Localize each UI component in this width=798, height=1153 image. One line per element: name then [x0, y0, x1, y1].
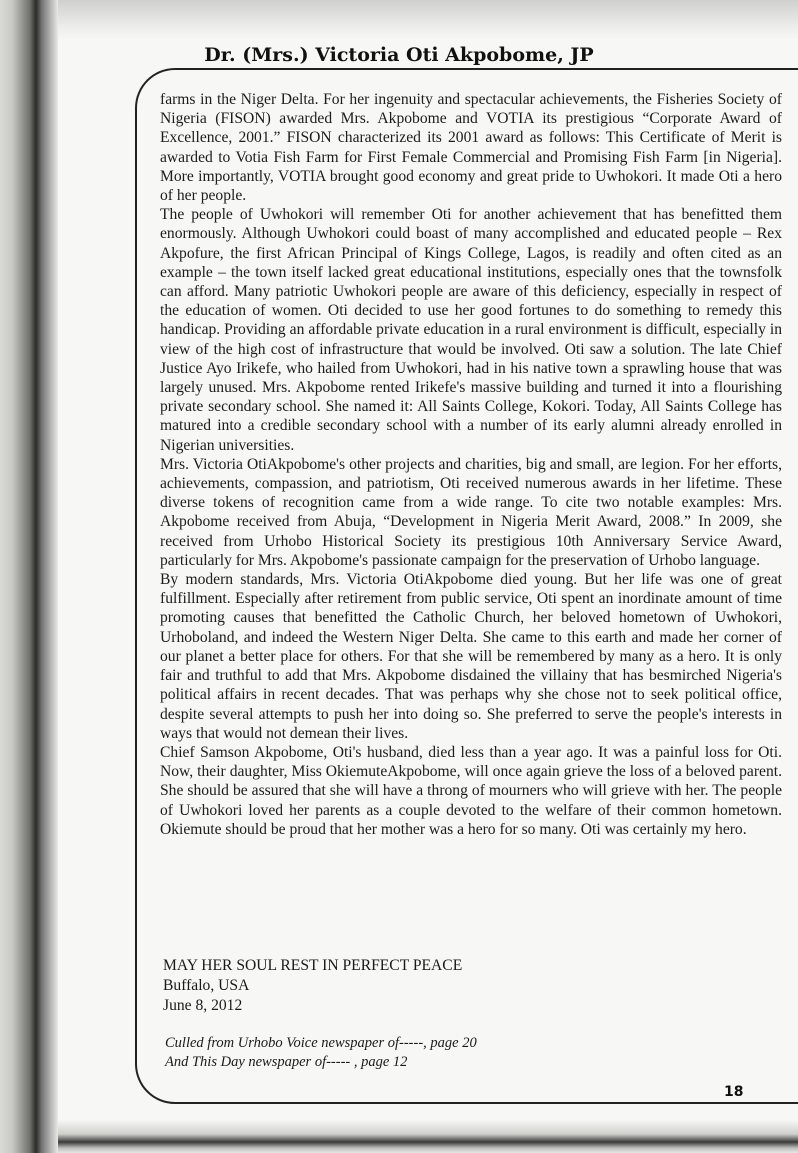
paragraph: farms in the Niger Delta. For her ingenuity and spectacular achievements, the Fisheries Society of Nigeria (FISON) awarded Mrs. Akpobome and VOTIA its prestigious “Corporate Award of Excellence, 2001.” FISON characterized its 2001 award as follows: This Certificate of Merit is awarded to Votia Fish Farm for First Female Commercial and Promising Fish Farm [in Nigeria]. More importantly, VOTIA brought good economy and great pride to Uwhokori. It made Oti a hero of her people. [160, 91, 782, 205]
paragraph: Mrs. Victoria OtiAkpobome's other projects and charities, big and small, are legion. For her efforts, achievements, compassion, and patriotism, Oti received numerous awards in her lifetime. These diverse tokens of recognition came from a wide range. To cite two notable examples: Mrs. Akpobome received from Abuja, “Development in Nigeria Merit Award, 2008.” In 2009, she received from Urhobo Historical Society its prestigious 10th Anniversary Service Award, particularly for Mrs. Akpobome's passionate campaign for the preservation of Urhobo language. [160, 455, 782, 569]
bottom-scan-edge [58, 1120, 798, 1153]
closing-line: MAY HER SOUL REST IN PERFECT PEACE [163, 957, 463, 974]
article-body [160, 90, 782, 839]
book-binding-shadow [0, 0, 58, 1153]
source-line: And This Day newspaper of----- , page 12 [165, 1054, 408, 1070]
top-scan-shadow [58, 0, 798, 40]
page-number: 18 [724, 1084, 744, 1100]
paragraph: By modern standards, Mrs. Victoria OtiAkpobome died young. But her life was one of great fulfillment. Especially after retirement from public service, Oti spent an inordinate amount of time promoting causes that benefitted the Catholic Church, her beloved hometown of Uwhokori, Urhoboland, and indeed the Western Niger Delta. She came to this earth and made her corner of our planet a better place for others. For that she will be remembered by many as a hero. It is only fair and truthful to add that Mrs. Akpobome disdained the villainy that has besmirched Nigeria's political affairs in recent decades. That was perhaps why she chose not to seek political office, despite several attempts to push her into doing so. She preferred to serve the people's interests in ways that would not demean their lives. [160, 571, 782, 742]
closing-date: June 8, 2012 [163, 997, 243, 1014]
closing-location: Buffalo, USA [163, 977, 250, 994]
paragraph: The people of Uwhokori will remember Oti for another achievement that has benefitted them enormously. Although Uwhokori could boast of many accomplished and educated people – Rex Akpofure, the first African Principal of Kings College, Lagos, is readily and often cited as an example – the town itself lacked great educational institutions, especially ones that the townsfolk can afford. Many patriotic Uwhokori people are aware of this deficiency, especially in respect of the education of women. Oti decided to use her good fortunes to do something to remedy this handicap. Providing an affordable private education in a rural environment is difficult, especially in view of the high cost of infrastructure that would be involved. Oti saw a solution. The late Chief Justice Ayo Irikefe, who hailed from Uwhokori, had in his native town a sprawling house that was largely unused. Mrs. Akpobome rented Irikefe's massive building and turned it into a flourishing private secondary school. She named it: All Saints College, Kokori. Today, All Saints College has matured into a credible secondary school with a number of its early alumni already enrolled in Nigerian universities. [160, 206, 782, 454]
closing-block [163, 956, 563, 1016]
source-note [165, 1034, 615, 1072]
page-header-title: Dr. (Mrs.) Victoria Oti Akpobome, JP [204, 44, 594, 66]
source-line: Culled from Urhobo Voice newspaper of-----, page 20 [165, 1035, 477, 1051]
paragraph: Chief Samson Akpobome, Oti's husband, died less than a year ago. It was a painful loss for Oti. Now, their daughter, Miss OkiemuteAkpobome, will once again grieve the loss of a beloved parent. She should be assured that she will have a throng of mourners who will grieve with her. The people of Uwhokori loved her parents as a couple devoted to the welfare of their common hometown. Okiemute should be proud that her mother was a hero for so many. Oti was certainly my hero. [160, 743, 782, 838]
